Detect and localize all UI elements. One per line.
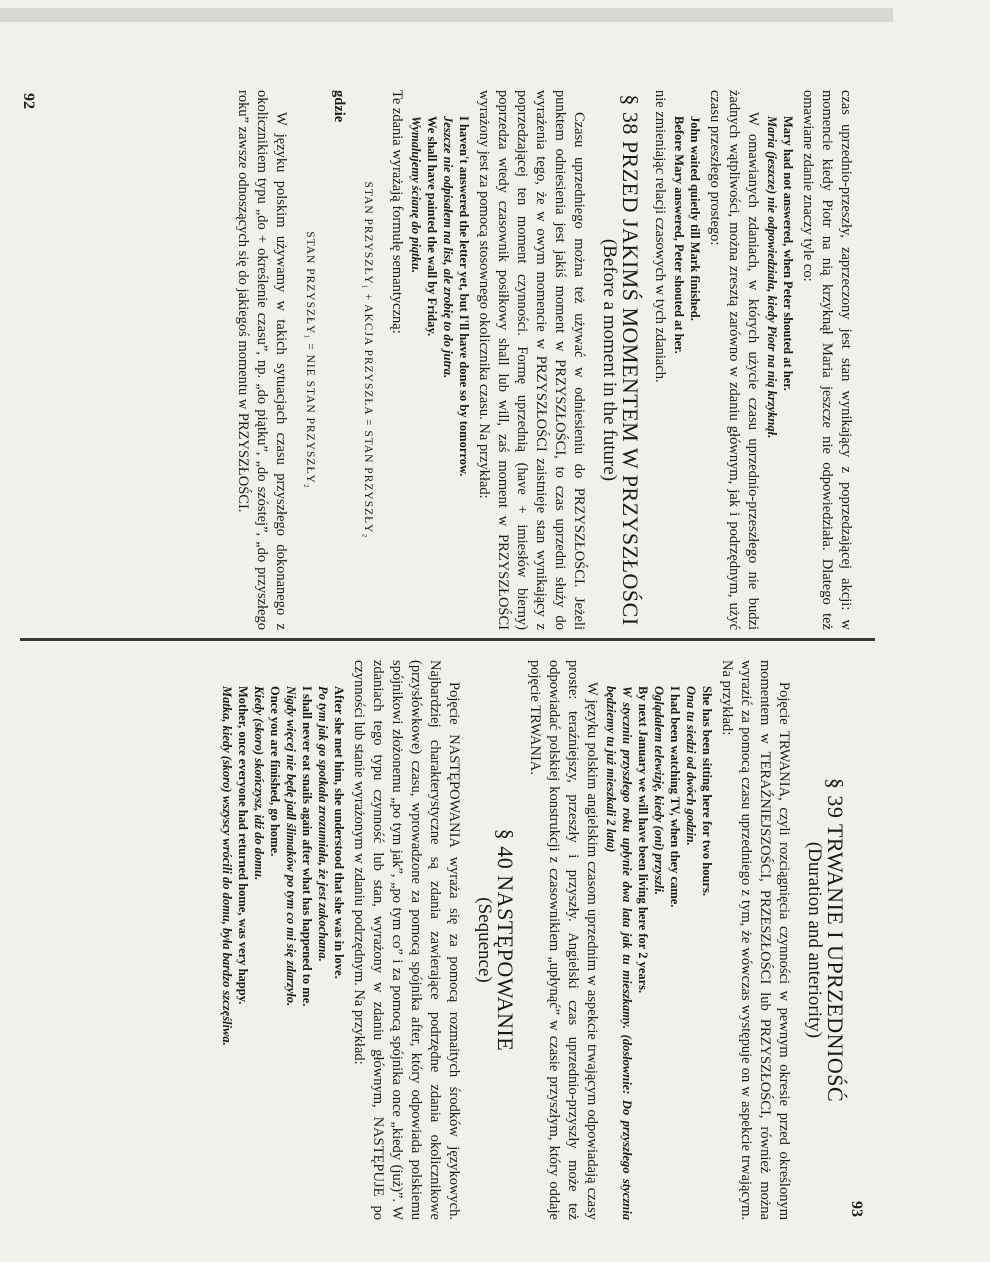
section-subheading: (Sequence) bbox=[474, 897, 495, 983]
paragraph: nie zmieniając relacji czasowych w tych zdaniach. bbox=[652, 90, 668, 383]
example-en: I shall never eat snails again after what has happened to me. bbox=[300, 686, 314, 1007]
scan-edge-top bbox=[0, 8, 893, 22]
formula: STAN PRZYSZŁY₁ + AKCJA PRZYSZŁA = STAN PRZYSZŁY₂ bbox=[362, 181, 374, 539]
example-pl: Maria (jeszcze) nie odpowiedziała, kiedy Piotr na nią krzyknął. bbox=[765, 116, 779, 439]
example-pl: W styczniu przyszłego roku upłynie dwa lata jak tu mieszkamy. (dosłownie: Do przyszłego stycznia będziemy tu już mieszkali 2 lata) bbox=[604, 686, 634, 1220]
paragraph: Pojęcie NASTĘPOWANIA wyraża się za pomocą rozmaitych środków językowych. Najbardziej charakterystyczne są zdania zawierające podrzędne zdania okolicznikowe (przysłówkowe) czasu, wprowadzone za pomocą spójnika after, który odpowiada polskiemu spójnikowi złożonemu „po tym jak”, „po tym co” i za pomocą spójnika once „kiedy (już)”. W zdaniach tego typu czynność lub stan, wyrażony w zdaniu głównym, NASTĘPUJE po czynności lub stanie wyrażonym w zdaniu podrzędnym. Na przykład: bbox=[351, 660, 462, 1220]
example-en: We shall have painted the wall by Friday. bbox=[425, 116, 439, 337]
example-en: I had been watching TV, when they came. bbox=[668, 686, 682, 908]
example-pl: Wymalujemy ścianę do piątku. bbox=[409, 116, 423, 273]
example bbox=[603, 686, 715, 1220]
example-pl: Ona tu siedzi od dwóch godzin. bbox=[684, 686, 698, 846]
section-heading: § 40 NASTĘPOWANIE bbox=[493, 828, 518, 1052]
example-en: By next January we will have been living here for 2 years. bbox=[636, 686, 650, 994]
paragraph: Te zdania wyrażają formułę semantyczną: bbox=[389, 90, 405, 334]
example-pl: Jeszcze nie odpisałem na list, ale zrobię to do jutra. bbox=[441, 116, 455, 379]
example-pl: Po tym jak go spotkała zrozumiała, że jest zakochana. bbox=[316, 686, 330, 962]
example-en: Mother, once everyone had returned home, was very happy. bbox=[236, 686, 250, 1005]
example-pl: Matka, kiedy (skoro) wszyscy wrócili do domu, była bardzo szczęśliwa. bbox=[220, 686, 234, 1046]
example-en: John waited quietly till Mark finished. bbox=[688, 116, 702, 321]
right-page bbox=[55, 660, 855, 1220]
page-number-right: 93 bbox=[848, 1201, 865, 1217]
section-heading: § 39 TRWANIE I UPRZEDNIOŚĆ bbox=[823, 777, 848, 1103]
left-page bbox=[75, 90, 855, 630]
paragraph: Czasu uprzedniego można też używać w odniesieniu do PRZYSZŁOŚCI. Jeżeli punktem odniesienia jest jakiś moment w PRZYSZŁOŚCI, to czas uprzedni służy do wyrażenia tego, że w owym momencie w PRZYSZŁOŚCI zaistnieje stan wynikający z poprzedzającej ten moment czynności. Formę uprzednią (have + imiesłów bierny) poprzedza wtedy czasownik posiłkowy shall lub will, zaś moment w PRZYSZŁOŚCI wyrażony jest za pomocą stosownego okolicznika czasu. Na przykład: bbox=[476, 90, 587, 630]
section-heading: § 38 PRZED JAKIMŚ MOMENTEM W PRZYSZŁOŚCI bbox=[618, 94, 643, 626]
section-subheading: (Before a moment in the future) bbox=[599, 238, 620, 482]
example-en: Mary had not answered, when Peter shouted at her. bbox=[781, 116, 795, 391]
example bbox=[219, 686, 347, 1220]
example-pl: Oglądałem telewizję, kiedy (oni) przyszli. bbox=[652, 686, 666, 896]
example-pl: Kiedy (skoro) skończysz, idź do domu. bbox=[252, 686, 266, 881]
example-pl: Nigdy więcej nie będę jadł ślimaków po tym co mi się zdarzyło. bbox=[284, 686, 298, 1007]
gdzie-label: gdzie bbox=[331, 90, 347, 123]
section-subheading: (Duration and anteriority) bbox=[804, 841, 825, 1039]
page-number-left: 92 bbox=[20, 93, 37, 109]
example-en: I haven't answered the letter yet, but I'll have done so by tomorrow. bbox=[457, 116, 471, 477]
right-page-clip bbox=[220, 660, 990, 1220]
paragraph: W omawianych zdaniach, w których użycie czasu uprzednio-przeszłego nie budzi żadnych wątpliwości, można zresztą zarówno w zdaniu głównym, jak i podrzędnym, użyć czasu przeszłego prostego: bbox=[707, 90, 761, 630]
example-en: After she met him, she understood that she was in love. bbox=[332, 686, 346, 979]
left-page-clip bbox=[80, 90, 854, 630]
left-intro: czas uprzednio-przeszły, zaprzeczony jest stan wynikający z poprzedzającej akcji: w momencie kiedy Piotr na nią krzyknął Maria jeszcze nie odpowiedziała. Dlatego też omawiane zdanie znaczy tyle co: bbox=[800, 90, 854, 630]
formula: STAN PRZYSZŁY₁ = NIE STAN PRZYSZŁY₂ bbox=[304, 231, 316, 489]
example bbox=[764, 116, 796, 630]
paragraph: Pojęcie TRWANIA, czyli rozciągnięcia czynności w pewnym okresie przed określonym momentem w TERAŹNIEJSZOŚCI, PRZESZŁOŚCI lub PRZYSZŁOŚCI, również można wyrazić za pomocą czasu uprzedniego z tym, że wówczas występuje on w aspekcie trwającym. Na przykład: bbox=[719, 660, 792, 1220]
example-en: Before Mary answered, Peter shouted at her. bbox=[672, 116, 686, 354]
example-en: She has been sitting here for two hours. bbox=[700, 686, 714, 896]
example-en: Once you are finished, go home. bbox=[268, 686, 282, 857]
page-divider bbox=[20, 638, 875, 641]
paragraph: W języku polskim angielskim czasom uprzednim w aspekcie trwającym odpowiadają czasy proste: teraźniejszy, przeszły i przyszły. Angielski czas uprzednio-przyszły może też odpowiadać polskiej konstrukcji z czasownikiem „upłynąć” w czasie przyszłym, który oddaje pojęcie TRWANIA. bbox=[527, 660, 600, 1220]
example bbox=[671, 116, 703, 630]
example bbox=[408, 116, 472, 630]
paragraph: W języku polskim używamy w takich sytuacjach czasu przyszłego dokonanego z okolicznikiem typu „do + określenie czasu”, np. „do piątku”, „do szóstej”, „do przyszłego roku” zawsze odnoszących się do jakiegoś momentu w PRZYSZŁOŚCI. bbox=[235, 90, 289, 630]
